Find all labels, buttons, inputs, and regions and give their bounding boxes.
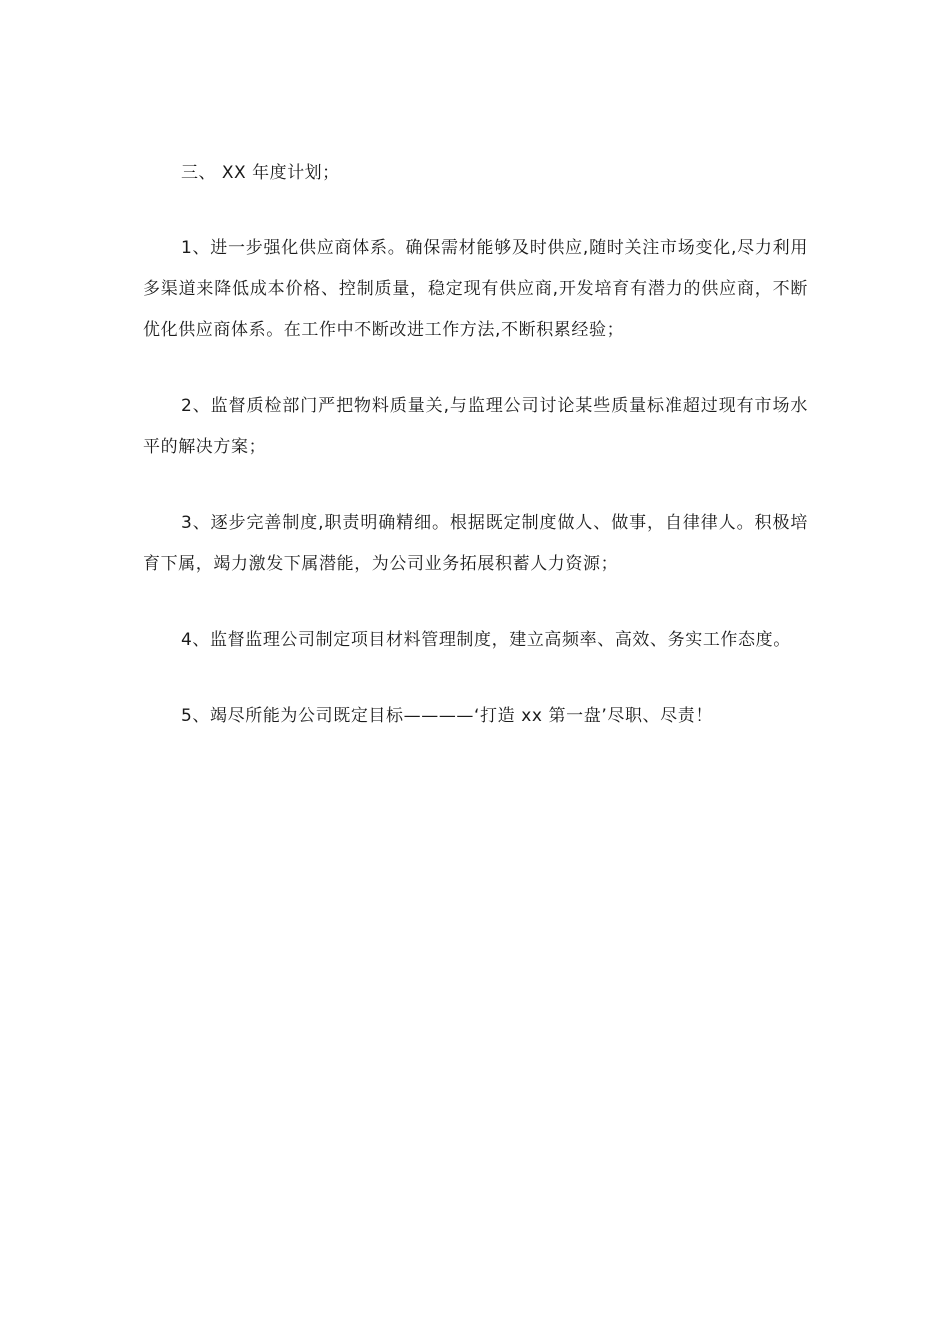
- plan-item-5: 5、竭尽所能为公司既定目标————‘打造 xx 第一盘’尽职、尽责！: [181, 706, 713, 726]
- plan-item-4: 4、监督监理公司制定项目材料管理制度，建立高频率、高效、务实工作态度。: [181, 630, 791, 650]
- document-body: [143, 156, 808, 772]
- section-heading: 三、 XX 年度计划；: [181, 163, 340, 183]
- plan-item-2: 2、监督质检部门严把物料质量关,与监理公司讨论某些质量标准超过现有市场水平的解决方案；: [143, 396, 808, 457]
- plan-item-1: 1、进一步强化供应商体系。确保需材能够及时供应,随时关注市场变化,尽力利用多渠道来降低成本价格、控制质量，稳定现有供应商,开发培育有潜力的供应商，不断优化供应商体系。在工作中不断改进工作方法,不断积累经验；: [143, 238, 808, 340]
- plan-item-3: 3、逐步完善制度,职责明确精细。根据既定制度做人、做事，自律律人。积极培育下属，竭力激发下属潜能，为公司业务拓展积蓄人力资源；: [143, 513, 808, 574]
